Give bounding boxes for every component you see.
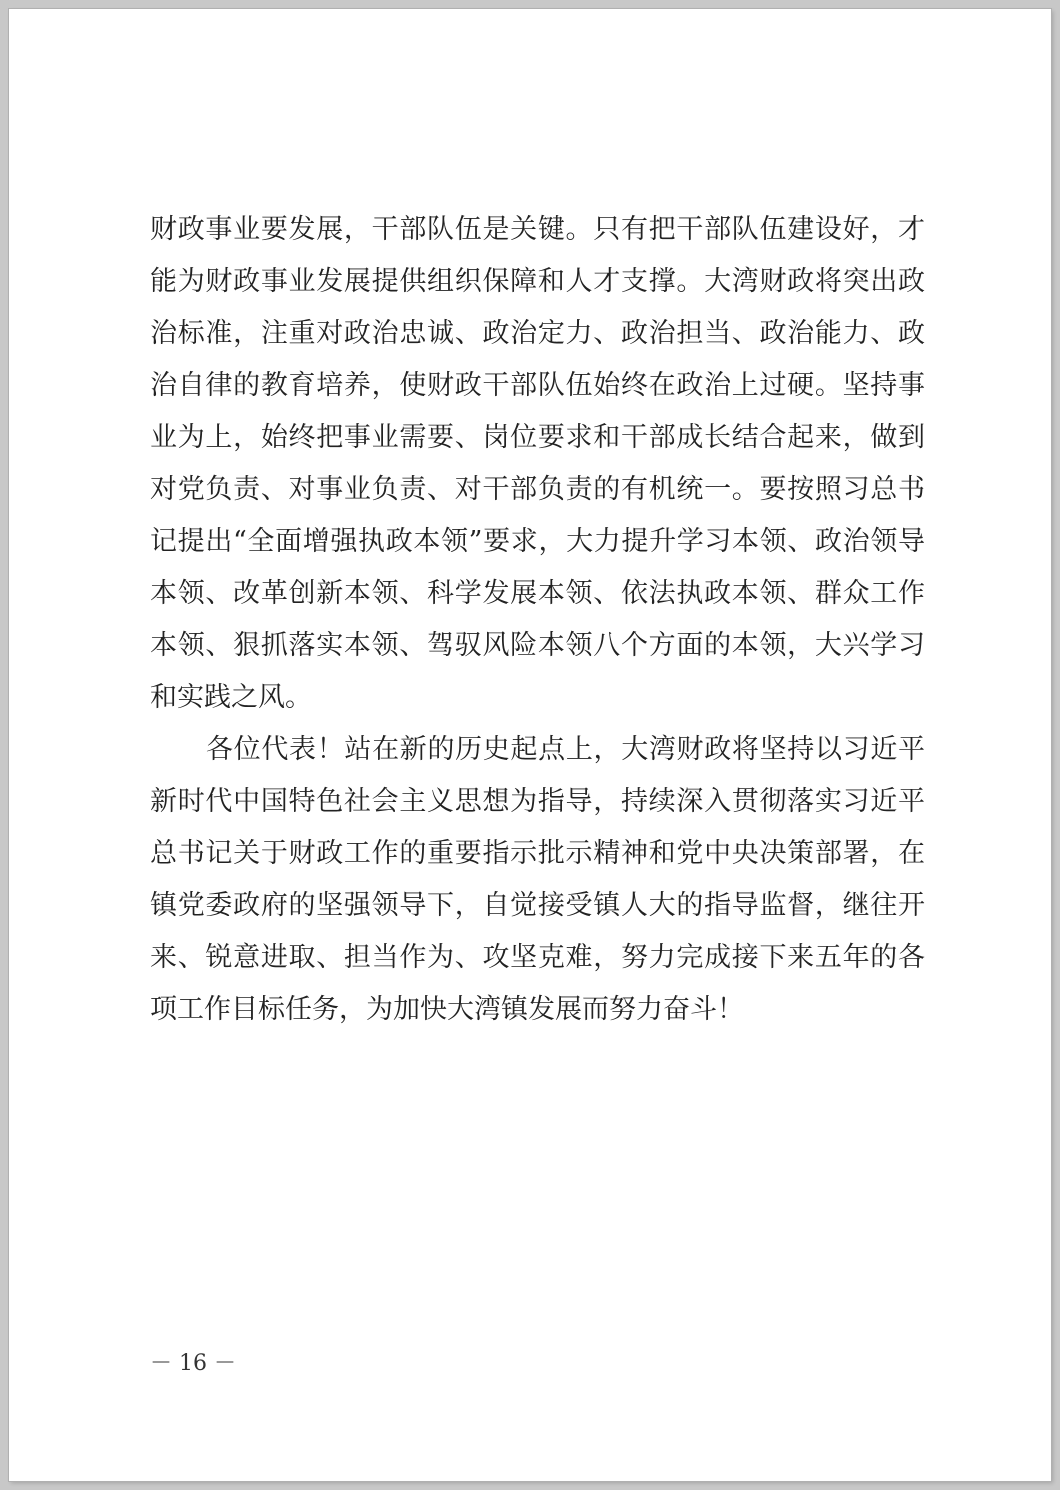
paragraph-1-line-1: 财政事业要发展，干部队伍是关键。只有把干部队伍建设好，才	[150, 214, 925, 245]
document-page	[9, 9, 1051, 1481]
paragraph-2-line-1: 各位代表！站在新的历史起点上，大湾财政将坚持以习近平	[206, 734, 925, 765]
paragraph-1-line-7: 记提出“全面增强执政本领”要求，大力提升学习本领、政治领导	[150, 526, 925, 557]
paragraph-2-line-5: 来、锐意进取、担当作为、攻坚克难，努力完成接下来五年的各	[150, 942, 925, 973]
paragraph-1-line-9: 本领、狠抓落实本领、驾驭风险本领八个方面的本领，大兴学习	[150, 630, 925, 661]
paragraph-2-line-3: 总书记关于财政工作的重要指示批示精神和党中央决策部署，在	[150, 838, 925, 869]
paragraph-1-line-4: 治自律的教育培养，使财政干部队伍始终在政治上过硬。坚持事	[150, 370, 925, 401]
paragraph-2-line-4: 镇党委政府的坚强领导下，自觉接受镇人大的指导监督，继往开	[150, 890, 925, 921]
paragraph-2-line-2: 新时代中国特色社会主义思想为指导，持续深入贯彻落实习近平	[150, 786, 925, 817]
page-number: － 16 －	[150, 1351, 236, 1376]
paragraph-1-line-8: 本领、改革创新本领、科学发展本领、依法执政本领、群众工作	[150, 578, 925, 609]
paragraph-1-line-10: 和实践之风。	[150, 682, 312, 713]
paragraph-1-line-6: 对党负责、对事业负责、对干部负责的有机统一。要按照习总书	[150, 474, 925, 505]
paragraph-1-line-2: 能为财政事业发展提供组织保障和人才支撑。大湾财政将突出政	[150, 266, 925, 297]
paragraph-1-line-5: 业为上，始终把事业需要、岗位要求和干部成长结合起来，做到	[150, 422, 925, 453]
paragraph-1-line-3: 治标准，注重对政治忠诚、政治定力、政治担当、政治能力、政	[150, 318, 925, 349]
paragraph-2-line-6: 项工作目标任务，为加快大湾镇发展而努力奋斗！	[150, 994, 744, 1025]
